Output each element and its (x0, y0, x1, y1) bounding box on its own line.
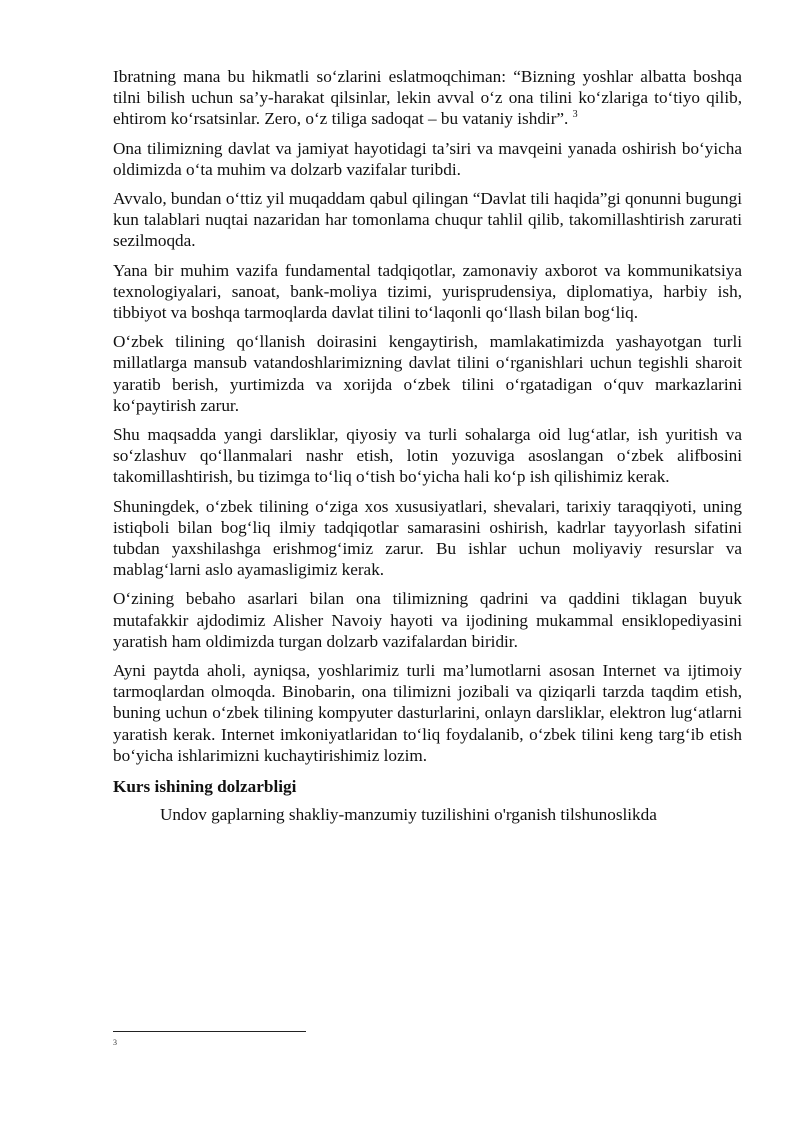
paragraph-text: Ibratning mana bu hikmatli so‘zlarini eslatmoqchiman: “Bizning yoshlar albatta boshqa tilni bilish uchun sa’y-harakat qilsinlar, lekin avval o‘z ona tilini ko‘zlariga to‘tiyo qilib, ehtirom ko‘rsatsinlar. Zero, o‘z tiliga sadoqat – bu vataniy ishdir”. (113, 67, 742, 129)
footnote-reference[interactable]: 3 (572, 109, 578, 121)
section-first-line: Undov gaplarning shakliy-manzumiy tuzilishini o'rganish tilshunoslikda (160, 805, 657, 825)
paragraph: O‘zbek tilining qo‘llanish doirasini kengaytirish, mamlakatimizda yashayotgan turli millatlarga mansub vatandoshlarimizning davlat tilini o‘rganishlari uchun tegishli sharoit yaratib berish, yurtimizda va xorijda o‘zbek tilini o‘rgatadigan o‘quv markazlarini ko‘paytirish zarur. (113, 332, 742, 415)
page-body (113, 66, 742, 826)
paragraph: Avvalo, bundan o‘ttiz yil muqaddam qabul qilingan “Davlat tili haqida”gi qonunni bugungi kun talablari nuqtai nazaridan har tomonlama chuqur tahlil qilib, takomillashtirish zarurati sezilmoqda. (113, 189, 742, 251)
paragraph-quote (113, 66, 742, 130)
paragraph: Shuningdek, o‘zbek tilining o‘ziga xos xususiyatlari, shevalari, tarixiy taraqqiyoti, uning istiqboli bilan bog‘liq ilmiy tadqiqotlar samarasini oshirish, kadrlar tayyorlash sifatini tubdan yaxshilashga erishmog‘imiz zarur. Bu ishlar uchun moliyaviy resurslar va mablag‘larni aslo ayamasligimiz kerak. (113, 496, 742, 580)
paragraph: Ayni paytda aholi, ayniqsa, yoshlarimiz turli ma’lumotlarni asosan Internet va ijtimoiy tarmoqlardan olmoqda. Binobarin, ona tilimizni jozibali va qiziqarli tarzda taqdim etish, buning uchun o‘zbek tilining kompyuter dasturlarini, onlayn darsliklar, elektron lug‘atlarni yaratish kerak. Internet imkoniyatlaridan to‘liq foydalanib, o‘zbek tilini keng targ‘ib etish bo‘yicha ishlarimizni kuchaytirishimiz lozim. (113, 661, 742, 765)
section-heading: Kurs ishining dolzarbligi (113, 777, 297, 797)
paragraph: Yana bir muhim vazifa fundamental tadqiqotlar, zamonaviy axborot va kommunikatsiya texnologiyalari, sanoat, bank-moliya tizimi, yurisprudensiya, diplomatiya, harbiy ish, tibbiyot va boshqa tarmoqlarda davlat tilini to‘laqonli qo‘llash bilan bog‘liq. (113, 260, 742, 323)
paragraph: Shu maqsadda yangi darsliklar, qiyosiy va turli sohalarga oid lug‘atlar, ish yuritish va so‘zlashuv qo‘llanmalari nashr etish, lotin yozuviga asoslangan o‘zbek alifbosini takomillashtirish, bu tizimga to‘liq o‘tish bo‘yicha hali ko‘p ish qilishimiz kerak. (113, 425, 742, 487)
paragraph: O‘zining bebaho asarlari bilan ona tilimizning qadrini va qaddini tiklagan buyuk mutafakkir ajdodimiz Alisher Navoiy hayoti va ijodining mukammal ensiklopediyasini yaratish ham oldimizda turgan dolzarb vazifalardan biridir. (113, 589, 742, 651)
footnote-separator (113, 1031, 306, 1032)
footnote-number: 3 (113, 1038, 117, 1047)
paragraph: Ona tilimizning davlat va jamiyat hayotidagi ta’siri va mavqeini yanada oshirish bo‘yicha oldimizda o‘ta muhim va dolzarb vazifalar turibdi. (113, 138, 742, 179)
